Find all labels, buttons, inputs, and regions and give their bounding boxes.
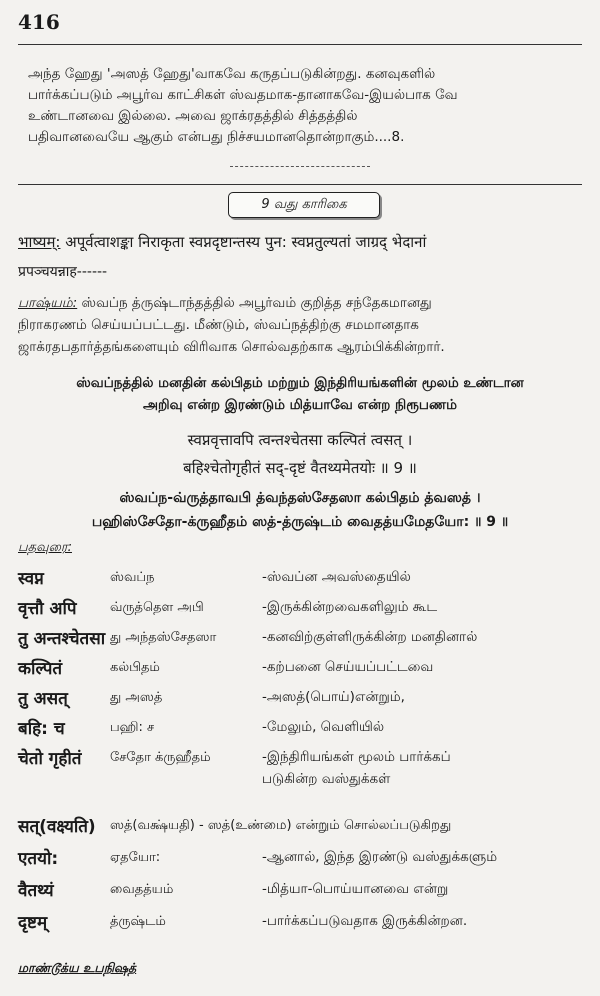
padavurai-meaning: -கனவிற்குள்ளிருக்கின்ற மனதினால் [262, 629, 478, 645]
padavurai-sanskrit: दृष्टम् [18, 913, 48, 933]
tamil-bhashya [18, 292, 588, 358]
tamil-bhashya-line: ஸ்வப்ந த்ருஷ்டாந்தத்தில் அபூர்வம் குறித்த சந்தேகமானது [81, 295, 432, 311]
padavurai-tamil: து அந்தஸ்சேதஸா [110, 630, 217, 645]
footer-book-title: மாண்டூக்ய உபநிஷத் [18, 960, 137, 975]
padavurai-tamil: பஹி: ச [110, 720, 155, 735]
sanskrit-bhashya [18, 232, 426, 252]
tamil-bhashya-label: பாஷ்யம்: [18, 295, 78, 311]
top-paragraph-line: பதிவானவையே ஆகும் என்பது நிச்சயமானதொன்றாகும்....8. [28, 129, 405, 145]
top-paragraph-line: பார்க்கப்படும் அபூர்வ காட்சிகள் ஸ்வதமாக-தானாகவே-இயல்பாக வே [28, 87, 458, 103]
padavurai-sanskrit: बहि: च [18, 719, 65, 739]
padavurai-label: பதவுரை: [18, 540, 72, 555]
padavurai-meaning-line: படுகின்ற வஸ்துக்கள் [262, 771, 391, 787]
tamil-bhashya-line: ஜாக்ரதபதார்த்தங்களையும் விரிவாக சொல்வதற்காக ஆரம்பிக்கின்றார். [18, 339, 445, 355]
padavurai-meaning: -இருக்கின்றவைகளிலும் கூட [262, 599, 438, 615]
padavurai-sanskrit: तु असत् [18, 689, 68, 709]
padavurai-sanskrit: वृत्तौ अपि [18, 599, 77, 619]
padavurai-sanskrit: एतयो: [18, 849, 59, 869]
top-paragraph-line: அந்த ஹேது 'அஸத் ஹேது'வாகவே கருதப்படுகின்றது. கனவுகளில் [28, 66, 436, 82]
padavurai-meaning: -அஸத்(பொய்)என்றும், [262, 689, 405, 705]
padavurai-sanskrit: तु अन्तश्चेतसा [18, 629, 106, 649]
bhashya-text: अपूर्वत्वाशङ्का निराकृता स्वप्नदृष्टान्तस्य पुन: स्वप्नतुल्यतां जाग्रद् भेदानां [65, 233, 427, 251]
top-paragraph-line: உண்டானவை இல்லை. அவை ஜாக்ரதத்தில் சித்தத்தில் [28, 108, 358, 124]
padavurai-tamil: து அஸத் [110, 690, 163, 705]
verse-tamil-line: பஹிஸ்சேதோ-க்ருஹீதம் ஸத்-த்ருஷ்டம் வைதத்யமேதயோ: ॥ 9 ॥ [91, 514, 509, 530]
padavurai-meaning: -பார்க்கப்படுவதாக இருக்கின்றன. [262, 913, 468, 929]
padavurai-tamil: சேதோ க்ருஹீதம் [110, 750, 211, 765]
padavurai-meaning: -ஸ்வப்ன அவஸ்தையில் [262, 569, 411, 585]
verse-tamil-line: ஸ்வப்ந-வ்ருத்தாவபி த்வந்தஸ்சேதஸா கல்பிதம் த்வஸத் । [119, 490, 481, 506]
heading-line: ஸ்வப்நத்தில் மனதின் கல்பிதம் மற்றும் இந்திரியங்களின் மூலம் உண்டான [76, 375, 524, 391]
header-rule [18, 44, 582, 45]
padavurai-meaning [262, 749, 451, 789]
heading-line: அறிவு என்ற இரண்டும் மித்யாவே என்ற நிரூபணம் [142, 397, 457, 413]
tamil-bhashya-line: நிராகரணம் செய்யப்பட்டது. மீண்டும், ஸ்வப்நத்திற்கு சமமானதாக [18, 317, 419, 333]
separator-dashes [230, 166, 370, 167]
section-rule [18, 184, 582, 185]
padavurai-sanskrit: कल्पितं [18, 659, 63, 679]
verse-sanskrit [0, 426, 600, 482]
padavurai-sanskrit: सत्(वक्ष्यति) [18, 817, 96, 837]
verse-tamil [0, 486, 600, 534]
padavurai-meaning: -ஆனால், இந்த இரண்டு வஸ்துக்களும் [262, 849, 498, 865]
page-number: 416 [18, 10, 60, 34]
section-heading [0, 372, 600, 416]
padavurai-tamil: வைதத்யம் [110, 882, 174, 897]
padavurai-sanskrit: चेतो गृहीतं [18, 749, 82, 769]
bhashya-label: भाष्यम्: [18, 233, 61, 251]
top-paragraph [28, 64, 588, 148]
section-badge: 9 வது காரிகை [228, 192, 380, 218]
padavurai-tamil: வ்ருத்தௌ அபி [110, 600, 204, 615]
padavurai-sanskrit: वैतथ्यं [18, 881, 54, 901]
padavurai-tamil: த்ருஷ்டம் [110, 914, 166, 929]
padavurai-tamil: ஏதயோ: [110, 850, 161, 865]
verse-sanskrit-line: बहिश्चेतोगृहीतं सद्-दृष्टं वैतथ्यमेतयोः ॥ 9 ॥ [183, 459, 417, 477]
verse-sanskrit-line: स्वप्नवृत्तावपि त्वन्तश्चेतसा कल्पितं त्वसत् । [187, 431, 413, 449]
padavurai-meaning: -மேலும், வெளியில் [262, 719, 385, 735]
padavurai-tamil: கல்பிதம் [110, 660, 160, 675]
padavurai-meaning: -கற்பனை செய்யப்பட்டவை [262, 659, 434, 675]
padavurai-meaning-line: -இந்திரியங்கள் மூலம் பார்க்கப் [262, 749, 451, 765]
padavurai-tamil: ஸத்(வக்ஷ்யதி) - ஸத்(உண்மை) என்றும் சொல்லப்படுகிறது [110, 818, 452, 833]
padavurai-meaning: -மித்யா-பொய்யானவை என்று [262, 881, 449, 897]
padavurai-tamil: ஸ்வப்ந [110, 570, 155, 585]
padavurai-sanskrit: स्वप्न [18, 569, 44, 589]
bhashya-text-continued: प्रपञ्चयन्नाह------ [18, 264, 108, 280]
